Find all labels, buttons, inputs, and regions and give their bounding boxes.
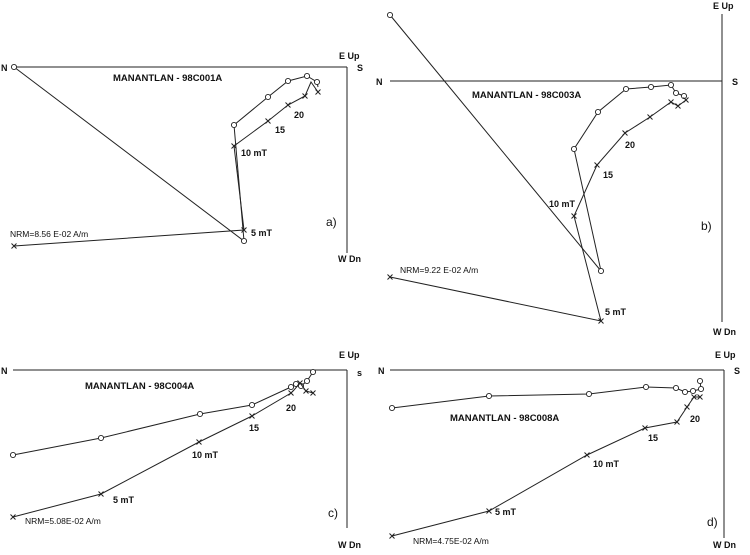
- panel-b-step-20: 20: [625, 140, 636, 150]
- panel-d-step-15: 15: [648, 433, 659, 443]
- panel-b-vertical-projection-points: [387, 12, 686, 273]
- panel-d-cross-point: [685, 405, 690, 410]
- panel-b-horizontal-projection-path: [390, 100, 686, 321]
- panel-d-south-label: S: [734, 366, 741, 376]
- panel-d-north-label: N: [378, 366, 385, 376]
- panel-b-circle-point: [387, 12, 392, 17]
- panel-c-circle-point: [98, 435, 103, 440]
- panel-b-horizontal-projection-points: [388, 98, 689, 324]
- panel-d-title: MANANTLAN - 98C008A: [450, 413, 560, 424]
- panel-c-step-20: 20: [286, 403, 297, 413]
- panel-a-nrm-label: NRM=8.56 E-02 A/m: [10, 229, 89, 239]
- panel-c-title: MANANTLAN - 98C004A: [85, 381, 195, 392]
- panel-b-circle-point: [668, 82, 673, 87]
- panel-d-west-down-label: W Dn: [713, 540, 736, 550]
- panel-b-step-5mT: 5 mT: [605, 307, 627, 317]
- panel-d-circle-point: [682, 389, 687, 394]
- panel-c-circle-point: [288, 384, 293, 389]
- panel-b-cross-point: [595, 163, 600, 168]
- panel-c-circle-point: [249, 402, 254, 407]
- panel-a-vertical-projection-path: [14, 67, 318, 241]
- panel-b-step-10mT: 10 mT: [549, 199, 576, 209]
- panel-c-west-down-label: W Dn: [338, 540, 361, 550]
- panel-a-step-10mT: 10 mT: [241, 148, 268, 158]
- panel-b-circle-point: [648, 84, 653, 89]
- panel-c-horizontal-projection-path: [13, 383, 313, 517]
- panel-c-circle-point: [197, 411, 202, 416]
- panel-a-horizontal-projection-points: [12, 90, 321, 249]
- panel-a-step-15: 15: [275, 125, 286, 135]
- panel-a-south-label: S: [357, 63, 364, 73]
- panel-b-cross-point: [623, 131, 628, 136]
- panel-d-circle-point: [486, 393, 491, 398]
- panel-b-circle-point: [571, 146, 576, 151]
- panel-b-circle-point: [595, 109, 600, 114]
- panel-a-circle-point: [241, 238, 246, 243]
- panel-b-circle-point: [598, 268, 603, 273]
- panel-d-letter: d): [707, 515, 718, 529]
- panel-b-south-label: S: [732, 77, 739, 87]
- panel-b-cross-point: [669, 100, 674, 105]
- panel-a-title: MANANTLAN - 98C001A: [113, 73, 223, 84]
- panel-c-horizontal-projection-points: [11, 381, 316, 520]
- panel-c-north-label: N: [1, 366, 8, 376]
- panel-b-nrm-label: NRM=9.22 E-02 A/m: [400, 265, 479, 275]
- panel-b-circle-point: [623, 86, 628, 91]
- panel-d-circle-point: [690, 388, 695, 393]
- panel-b-title: MANANTLAN - 98C003A: [472, 90, 582, 101]
- panel-d-nrm-label: NRM=4.75E-02 A/m: [413, 536, 489, 546]
- panel-d-cross-point: [585, 453, 590, 458]
- panel-c-circle-point: [310, 369, 315, 374]
- panel-b-vertical-projection-path: [390, 15, 684, 271]
- panel-c-letter: c): [328, 506, 338, 520]
- panel-a-cross-point: [303, 94, 308, 99]
- panel-d-circle-point: [389, 405, 394, 410]
- panel-b-north-label: N: [376, 77, 383, 87]
- panel-a-circle-point: [11, 64, 16, 69]
- panel-c-cross-point: [197, 440, 202, 445]
- panel-a-circle-point: [314, 79, 319, 84]
- panel-a-cross-point: [286, 103, 291, 108]
- panel-a-step-5mT: 5 mT: [251, 228, 273, 238]
- panel-d-east-up-label: E Up: [715, 350, 736, 360]
- panel-a-letter: a): [326, 215, 337, 229]
- panel-b-cross-point: [648, 115, 653, 120]
- panel-d-circle-point: [643, 384, 648, 389]
- panel-c-cross-point: [289, 391, 294, 396]
- panel-a-vertical-projection-points: [11, 64, 319, 243]
- panel-a-horizontal-projection-path: [14, 82, 318, 246]
- panel-a-circle-point: [231, 122, 236, 127]
- panel-c-step-15: 15: [249, 423, 260, 433]
- panel-a-north-label: N: [1, 63, 8, 73]
- panel-d-step-5mT: 5 mT: [495, 507, 517, 517]
- panel-a-circle-point: [285, 78, 290, 83]
- panel-c-circle-point: [10, 452, 15, 457]
- panel-a-west-down-label: W Dn: [338, 254, 361, 264]
- panel-a-cross-point: [266, 119, 271, 124]
- panel-c-east-up-label: E Up: [339, 350, 360, 360]
- panel-c-circle-point: [304, 378, 309, 383]
- panel-d-circle-point: [673, 385, 678, 390]
- panel-c-step-5mT: 5 mT: [113, 495, 135, 505]
- panel-d-circle-point: [586, 391, 591, 396]
- panel-c: [1, 350, 362, 550]
- panel-d-vertical-projection-path: [392, 381, 701, 408]
- panel-d-circle-point: [697, 378, 702, 383]
- panel-b: [376, 1, 738, 337]
- panel-b-circle-point: [673, 90, 678, 95]
- panel-a-east-up-label: E Up: [339, 51, 360, 61]
- panel-a-circle-point: [304, 73, 309, 78]
- panel-d: [378, 350, 740, 550]
- panel-b-east-up-label: E Up: [713, 1, 734, 11]
- panel-a-circle-point: [265, 94, 270, 99]
- panel-b-cross-point: [676, 104, 681, 109]
- panel-d-circle-point: [698, 386, 703, 391]
- panel-a-step-20: 20: [294, 110, 305, 120]
- panel-d-step-10mT: 10 mT: [593, 459, 620, 469]
- panel-a: [1, 51, 363, 264]
- panel-c-south-label: s: [357, 368, 363, 378]
- panel-a-cross-point: [316, 90, 321, 95]
- panel-b-letter: b): [701, 219, 712, 233]
- panel-c-cross-point: [250, 414, 255, 419]
- panel-b-west-down-label: W Dn: [713, 327, 736, 337]
- panel-c-nrm-label: NRM=5.08E-02 A/m: [25, 516, 101, 526]
- panel-c-step-10mT: 10 mT: [192, 450, 219, 460]
- panel-d-step-20: 20: [690, 414, 701, 424]
- panel-b-step-15: 15: [603, 170, 614, 180]
